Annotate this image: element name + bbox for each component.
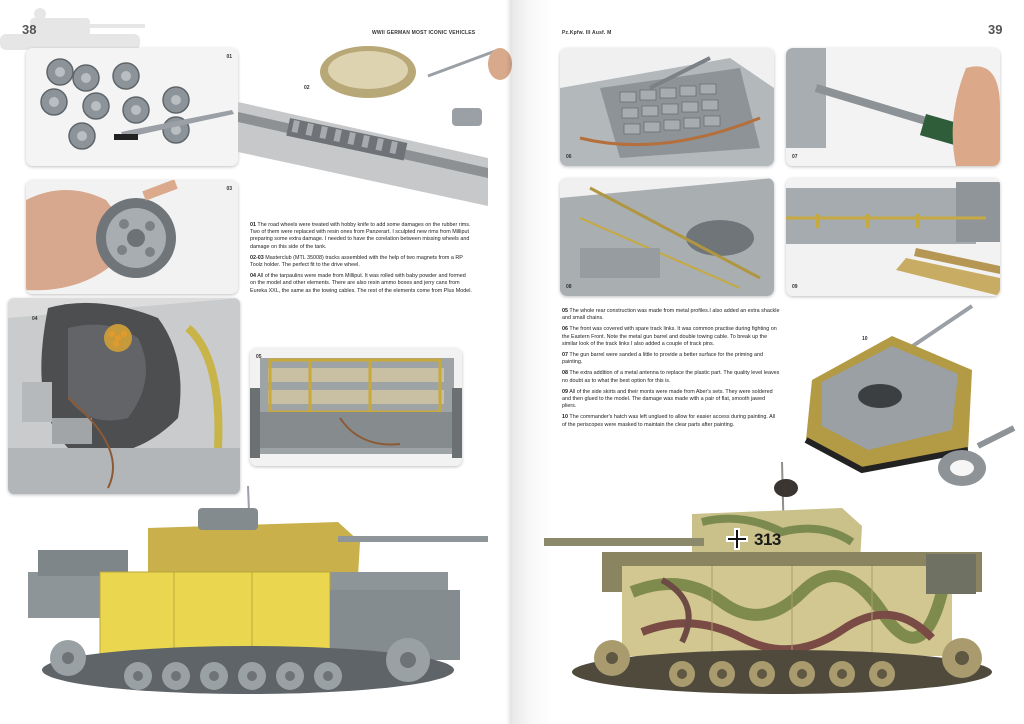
photo-09-side-skirts <box>786 178 1000 296</box>
camouflage-tank-image <box>542 462 1022 702</box>
photo-01-road-wheels <box>26 48 238 166</box>
caption-05-text: The whole rear construction was made from metal profiles.I also added an extra shackle and small chains. <box>562 308 780 322</box>
photo-number-10: 10 <box>862 336 868 342</box>
page-number-right: 39 <box>988 22 1003 37</box>
photo-number-05: 05 <box>256 354 262 360</box>
track-holder-image <box>238 40 512 210</box>
rear-construction-image <box>250 348 462 466</box>
photo-number-04: 04 <box>32 316 38 322</box>
caption-02-03-text: Masterclub (MTL 35008) tracks assembled with the help of two magnets from a RP Toolz holder. The perfect fit to the drive wheel. <box>250 254 463 269</box>
caption-01-number: 01 <box>250 222 256 228</box>
tarpaulins-image <box>8 298 240 494</box>
caption-04-number: 04 <box>250 273 256 280</box>
caption-09-text: All of the side skirts and their monts were made from Aber's sets. They were soldered and then glued to the model. The damage was made with a pair of flat, smooth jawed pliers. <box>562 388 773 410</box>
side-skirts-image <box>786 178 1000 296</box>
caption-10-text: The commander's hatch was left unglued to allow for easier access during painting. All of the periscopes were masked to maintain the clear parts after painting. <box>562 414 776 428</box>
photo-number-02: 02 <box>304 85 310 91</box>
caption-09-number: 09 <box>562 388 568 395</box>
caption-08 <box>562 370 780 384</box>
photo-07-gun-barrel <box>786 48 1000 166</box>
page-number-left: 38 <box>22 22 37 37</box>
photo-06-front-track-links <box>560 48 774 166</box>
caption-04-text: All of the tarpaulins were made from Milliput. It was rolled with baby powder and formed on the model and other elements. There are also resin ammo boxes and jerry cans from Eureka XXL, the same as the towing cables. The rest of the elements come from Plus Model. <box>250 273 472 294</box>
gun-barrel-image <box>786 48 1000 166</box>
caption-04 <box>250 273 472 295</box>
caption-08-text: The extra addition of a metal antenna to replace the plastic part. The quality level leaves no doubt as to what the best option for this is. <box>562 370 780 384</box>
running-title-right: Pz.Kpfw. III Ausf. M <box>562 30 612 36</box>
caption-02-03 <box>250 255 472 269</box>
caption-10 <box>562 414 780 428</box>
caption-06-text: The front was covered with spare track links. It was common practise during fighting on the Eastern Front. Note the metal gun barrel and double towing cable. To break up the similar look of the track links I also added a couple of track pins. <box>562 326 777 347</box>
caption-05-number: 05 <box>562 308 568 314</box>
caption-08-number: 08 <box>562 370 568 377</box>
caption-02-03-number: 02-03 <box>250 254 264 261</box>
caption-07-number: 07 <box>562 352 568 359</box>
caption-block-left <box>250 222 472 299</box>
caption-01-text: The road wheels were treated with hobby knife to add some damages on the rubber rims. Two of them were replaced with resin ones from Panzerart. I sculpted new rims from Milliput preparing some extra damage. I needed to have the corelation between missing wheels and damage on this side of the tank. <box>250 222 471 250</box>
running-title-left: WWII GERMAN MOST ICONIC VEHICLES <box>372 30 476 36</box>
photo-number-01: 01 <box>226 54 232 60</box>
caption-06 <box>562 326 780 348</box>
front-track-links-image <box>560 48 774 166</box>
photo-number-09: 09 <box>792 284 798 290</box>
antenna-image <box>560 178 774 296</box>
tank-camouflage-side-view <box>542 462 1022 702</box>
caption-07-text: The gun barrel were sanded a little to provide a better surface for the priming and painting. <box>562 352 763 366</box>
caption-07 <box>562 352 780 366</box>
caption-09 <box>562 389 780 411</box>
tank-grey-side-view <box>8 480 504 700</box>
photo-03-drive-wheel <box>26 180 238 294</box>
photo-number-03: 03 <box>226 186 232 192</box>
caption-05 <box>562 308 780 322</box>
right-page <box>512 0 1024 724</box>
caption-block-right <box>562 308 780 433</box>
caption-01 <box>250 222 472 251</box>
photo-04-tarpaulins <box>8 298 240 494</box>
photo-08-antenna <box>560 178 774 296</box>
photo-number-07: 07 <box>792 154 798 160</box>
road-wheels-image <box>26 48 238 166</box>
turret-number-marking: 313 <box>754 530 781 549</box>
photo-02-track-holder <box>238 40 512 210</box>
caption-06-number: 06 <box>562 326 568 333</box>
caption-10-number: 10 <box>562 414 568 421</box>
drive-wheel-image <box>26 180 238 294</box>
photo-05-rear-construction <box>250 348 462 466</box>
photo-number-08: 08 <box>566 284 572 290</box>
photo-number-06: 06 <box>566 154 572 160</box>
